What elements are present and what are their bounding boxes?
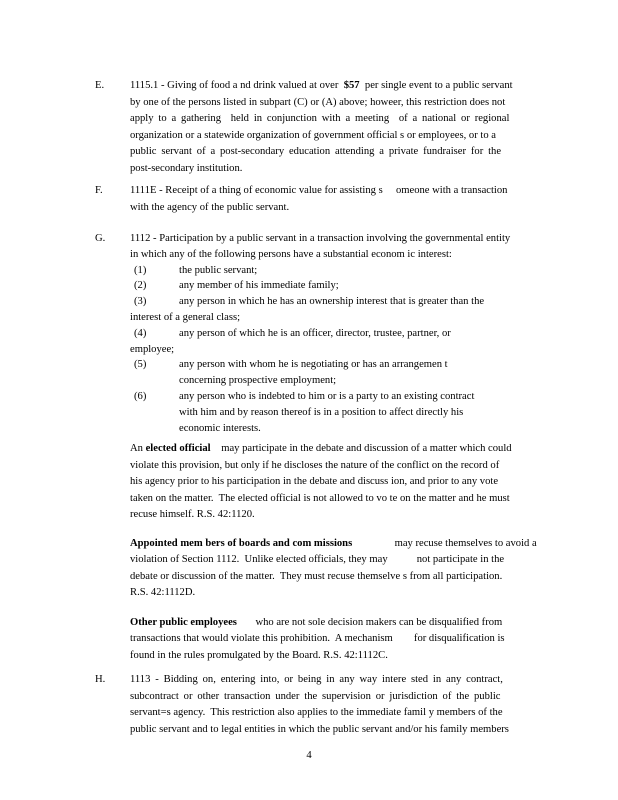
text-line [130,585,570,602]
text-line [130,507,570,524]
text-line [130,326,570,342]
text-segment: 1115.1 - Giving of food a nd drink valued at over [130,80,344,91]
list-marker: (4) [134,327,147,339]
text-segment: 1112 - Participation by a public servant in a transaction involving the governmental entity [130,233,511,244]
text-segment: post-secondary institution. [130,162,243,174]
text-segment: found in the rules promulgated by the Board. R.S. 42:1112C. [130,649,388,661]
text-line [130,441,570,458]
text-line [130,357,570,373]
section-h-body [130,672,570,738]
text-segment: any member of his immediate family; [179,280,339,292]
paragraph-elected-official [130,441,570,524]
text-segment: employee; [130,343,175,355]
text-segment: organization or a statewide organization of government official s or employees, or to a [130,129,496,141]
text-segment: any person with whom he is negotiating or has an arrangemen t [179,359,448,371]
bold-text: Other public employees [130,616,237,628]
text-segment: may recuse themselves to avoid a [352,537,537,549]
text-line [130,231,570,247]
text-line [130,263,570,279]
text-line [130,474,570,491]
text-segment: violation of Section 1112. Unlike elected officials, they may not participate in the [130,554,505,566]
text-line [130,310,570,326]
bold-text: elected official [145,443,211,455]
text-segment: the public servant; [179,264,258,276]
text-segment: public servant of a post-secondary education attending a private fundraiser for the [130,146,502,157]
text-segment: with the agency of the public servant. [130,201,290,213]
text-line [130,491,570,508]
text-line [130,405,570,421]
page-number: 4 [306,750,312,761]
section-letter: F. [95,185,103,196]
paragraph-body [130,441,570,524]
text-line [130,144,570,161]
text-line [130,672,570,689]
text-line [130,183,570,200]
text-segment: public servant and to legal entities in which the public servant and/or his family members [130,723,509,735]
paragraph-appointed-members [130,536,570,602]
text-line [130,458,570,475]
text-segment: apply to a gathering held in conjunction with a meeting of a national or regional [130,113,510,124]
text-segment: any person who is indebted to him or is a party to an existing contract [179,390,475,402]
text-segment: 1111E - Receipt of a thing of economic value for assisting s omeone with a transaction [130,185,508,196]
text-segment: R.S. 42:1112D. [130,587,196,599]
text-segment: in which any of the following persons have a substantial econom ic interest: [130,248,452,260]
text-segment: per single event to a public servant [359,80,513,91]
list-marker: (1) [134,264,147,276]
text-segment: concerning prospective employment; [179,375,337,387]
section-h [95,672,570,738]
text-line [130,95,570,112]
text-line [130,615,570,632]
section-letter: E. [95,80,105,91]
paragraph-other-public-employees [130,615,570,665]
section-e [95,78,570,177]
text-segment: 1113 - Bidding on, entering into, or being in any way intere sted in any contract, [130,674,503,686]
section-letter: H. [95,674,106,686]
list-marker: (2) [134,280,147,292]
text-segment: who are not sole decision makers can be disqualified from [236,616,503,628]
text-segment: servant=s agency. This restriction also applies to the immediate famil y members of the [130,707,503,719]
text-segment: any person in which he has an ownership interest that is greater than the [179,296,485,308]
section-g [95,231,570,436]
text-line [130,648,570,665]
text-line [130,389,570,405]
section-f [95,183,570,216]
text-segment: violate this provision, but only if he discloses the nature of the conflict on the record of [130,459,500,471]
text-segment: subcontract or other transaction under the supervision or jurisdiction of the public [130,690,501,702]
text-line [130,342,570,358]
text-segment: his agency prior to his participation in the debate and discuss ion, and prior to any vote [130,476,499,488]
text-line [130,373,570,389]
paragraph-body [130,536,570,602]
text-line [130,247,570,263]
text-segment: by one of the persons listed in subpart (C) or (A) above; howeer, this restriction does not [130,96,506,108]
text-segment: any person of which he is an officer, director, trustee, partner, or [179,327,451,339]
text-segment: economic interests. [179,422,261,434]
bold-text: Appointed mem bers of boards and com missions [130,537,353,549]
section-g-body [130,231,570,436]
section-e-body [130,78,570,177]
text-line [130,569,570,586]
text-line [130,161,570,178]
text-line [130,200,570,217]
text-segment: may participate in the debate and discussion of a matter which could [210,443,512,455]
text-segment: debate or discussion of the matter. They must recuse themselve s from all participation. [130,570,503,582]
section-letter: G. [95,233,106,244]
text-line [130,128,570,145]
text-line [130,421,570,437]
text-line [130,278,570,294]
text-line [130,294,570,310]
text-line [130,631,570,648]
text-segment: taken on the matter. The elected official is not allowed to vo te on the matter and he must [130,492,510,504]
text-line [130,111,570,128]
list-marker: (5) [134,359,147,371]
text-line [130,78,570,95]
list-marker: (6) [134,390,147,402]
paragraph-body [130,615,570,665]
text-line [130,552,570,569]
text-segment: transactions that would violate this prohibition. A mechanism for disqualification is [130,633,505,645]
bold-text: $57 [343,80,360,91]
text-segment: interest of a general class; [130,311,241,323]
text-segment: with him and by reason thereof is in a position to affect directly his [179,406,464,418]
text-line [130,536,570,553]
text-line [130,705,570,722]
text-line [130,722,570,739]
text-line [130,689,570,706]
document-content [95,78,570,738]
text-segment: recuse himself. R.S. 42:1120. [130,509,255,521]
section-f-body [130,183,570,216]
list-marker: (3) [134,296,147,308]
text-segment: An [130,443,146,455]
